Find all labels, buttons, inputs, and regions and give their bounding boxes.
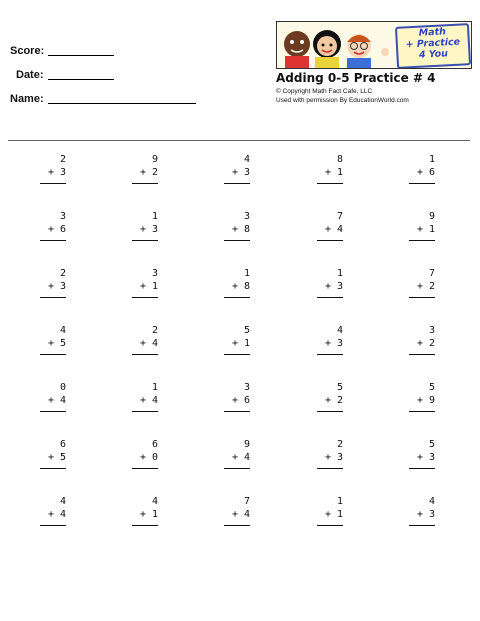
addend-top: 9 bbox=[243, 439, 250, 450]
addition-problem bbox=[409, 267, 435, 303]
addend-bottom: + 1 bbox=[416, 224, 435, 235]
answer-line[interactable] bbox=[132, 525, 158, 526]
answer-line[interactable] bbox=[317, 240, 343, 241]
addend-top: 9 bbox=[151, 154, 158, 165]
addition-problem bbox=[40, 210, 66, 246]
answer-line[interactable] bbox=[132, 240, 158, 241]
addition-problem bbox=[40, 267, 66, 303]
answer-line[interactable] bbox=[40, 525, 66, 526]
addition-problem bbox=[132, 153, 158, 189]
addition-problem bbox=[224, 381, 250, 417]
date-label: Date: bbox=[16, 69, 44, 81]
addend-bottom: + 1 bbox=[324, 167, 343, 178]
addend-bottom: + 4 bbox=[231, 452, 250, 463]
addend-top: 3 bbox=[428, 325, 435, 336]
addition-problem bbox=[132, 267, 158, 303]
answer-line[interactable] bbox=[409, 240, 435, 241]
answer-line[interactable] bbox=[409, 468, 435, 469]
addition-problem bbox=[132, 495, 158, 531]
answer-line[interactable] bbox=[317, 411, 343, 412]
logo-line-2: + Practice bbox=[405, 36, 461, 51]
addend-top: 5 bbox=[428, 439, 435, 450]
addend-top: 7 bbox=[428, 268, 435, 279]
addend-bottom: + 6 bbox=[231, 395, 250, 406]
addend-top: 4 bbox=[243, 154, 250, 165]
addend-top: 7 bbox=[243, 496, 250, 507]
addition-problem bbox=[317, 210, 343, 246]
addition-problem bbox=[132, 210, 158, 246]
addend-bottom: + 3 bbox=[324, 281, 343, 292]
addition-problem bbox=[224, 495, 250, 531]
addition-problem bbox=[40, 381, 66, 417]
addition-problem bbox=[409, 495, 435, 531]
answer-line[interactable] bbox=[224, 411, 250, 412]
addend-top: 0 bbox=[59, 382, 66, 393]
addition-problem bbox=[224, 210, 250, 246]
addend-top: 1 bbox=[336, 268, 343, 279]
addend-top: 1 bbox=[428, 154, 435, 165]
addend-top: 3 bbox=[243, 211, 250, 222]
addition-problem bbox=[40, 438, 66, 474]
copyright-line: © Copyright Math Fact Cafe, LLC bbox=[276, 88, 373, 95]
answer-line[interactable] bbox=[40, 183, 66, 184]
addend-top: 6 bbox=[59, 439, 66, 450]
addition-problem bbox=[317, 324, 343, 360]
addend-top: 4 bbox=[336, 325, 343, 336]
addend-top: 1 bbox=[336, 496, 343, 507]
addend-bottom: + 8 bbox=[231, 281, 250, 292]
addend-top: 1 bbox=[151, 382, 158, 393]
addition-problem bbox=[409, 438, 435, 474]
score-label: Score: bbox=[10, 45, 45, 57]
addend-bottom: + 3 bbox=[139, 224, 158, 235]
addend-top: 6 bbox=[151, 439, 158, 450]
addend-bottom: + 3 bbox=[231, 167, 250, 178]
addend-top: 4 bbox=[151, 496, 158, 507]
addition-problem bbox=[317, 267, 343, 303]
addend-bottom: + 1 bbox=[139, 281, 158, 292]
answer-line[interactable] bbox=[132, 411, 158, 412]
addend-top: 3 bbox=[151, 268, 158, 279]
addition-problem bbox=[40, 153, 66, 189]
answer-line[interactable] bbox=[409, 525, 435, 526]
addend-bottom: + 0 bbox=[139, 452, 158, 463]
logo-line-1: Math bbox=[418, 26, 447, 39]
addend-bottom: + 2 bbox=[324, 395, 343, 406]
answer-line[interactable] bbox=[317, 297, 343, 298]
addend-bottom: + 2 bbox=[139, 167, 158, 178]
answer-line[interactable] bbox=[317, 468, 343, 469]
answer-line[interactable] bbox=[224, 525, 250, 526]
addition-problem bbox=[132, 324, 158, 360]
addition-problem bbox=[224, 324, 250, 360]
addition-problem bbox=[224, 267, 250, 303]
addition-problem bbox=[132, 438, 158, 474]
addend-bottom: + 3 bbox=[324, 338, 343, 349]
addend-top: 5 bbox=[428, 382, 435, 393]
addend-top: 9 bbox=[428, 211, 435, 222]
addition-problem bbox=[317, 381, 343, 417]
answer-line[interactable] bbox=[224, 297, 250, 298]
addend-top: 7 bbox=[336, 211, 343, 222]
addition-problem bbox=[40, 495, 66, 531]
addend-top: 4 bbox=[59, 325, 66, 336]
answer-line[interactable] bbox=[40, 468, 66, 469]
addend-bottom: + 3 bbox=[47, 281, 66, 292]
permission-line: Used with permission By EducationWorld.com bbox=[276, 97, 409, 104]
addend-top: 2 bbox=[151, 325, 158, 336]
answer-line[interactable] bbox=[224, 240, 250, 241]
addend-bottom: + 2 bbox=[416, 338, 435, 349]
addend-top: 2 bbox=[59, 268, 66, 279]
addend-top: 5 bbox=[336, 382, 343, 393]
answer-line[interactable] bbox=[132, 468, 158, 469]
answer-line[interactable] bbox=[409, 354, 435, 355]
addend-bottom: + 8 bbox=[231, 224, 250, 235]
addend-bottom: + 5 bbox=[47, 338, 66, 349]
addition-problem bbox=[317, 495, 343, 531]
addition-problem bbox=[317, 153, 343, 189]
addition-problem bbox=[317, 438, 343, 474]
answer-line[interactable] bbox=[132, 183, 158, 184]
addend-bottom: + 6 bbox=[47, 224, 66, 235]
addend-bottom: + 1 bbox=[324, 509, 343, 520]
addition-problem bbox=[409, 381, 435, 417]
name-label: Name: bbox=[10, 93, 44, 105]
addition-problem bbox=[224, 153, 250, 189]
answer-line[interactable] bbox=[40, 240, 66, 241]
addition-problem bbox=[409, 324, 435, 360]
addend-top: 2 bbox=[59, 154, 66, 165]
addend-bottom: + 4 bbox=[139, 395, 158, 406]
addend-top: 1 bbox=[243, 268, 250, 279]
worksheet-title: Adding 0-5 Practice # 4 bbox=[276, 71, 436, 85]
answer-line[interactable] bbox=[132, 297, 158, 298]
addend-top: 2 bbox=[336, 439, 343, 450]
answer-line[interactable] bbox=[409, 297, 435, 298]
answer-line[interactable] bbox=[317, 525, 343, 526]
addend-bottom: + 1 bbox=[231, 338, 250, 349]
addend-bottom: + 1 bbox=[139, 509, 158, 520]
addend-bottom: + 3 bbox=[416, 452, 435, 463]
addend-bottom: + 5 bbox=[47, 452, 66, 463]
answer-line[interactable] bbox=[224, 468, 250, 469]
addend-bottom: + 6 bbox=[416, 167, 435, 178]
addition-problem bbox=[224, 438, 250, 474]
addend-top: 8 bbox=[336, 154, 343, 165]
addend-bottom: + 4 bbox=[139, 338, 158, 349]
addition-problem bbox=[132, 381, 158, 417]
answer-line[interactable] bbox=[224, 183, 250, 184]
answer-line[interactable] bbox=[40, 411, 66, 412]
addend-bottom: + 4 bbox=[47, 395, 66, 406]
answer-line[interactable] bbox=[409, 411, 435, 412]
addend-top: 4 bbox=[428, 496, 435, 507]
addend-top: 3 bbox=[59, 211, 66, 222]
addend-bottom: + 4 bbox=[231, 509, 250, 520]
addend-bottom: + 4 bbox=[47, 509, 66, 520]
answer-line[interactable] bbox=[132, 354, 158, 355]
addition-problem bbox=[409, 153, 435, 189]
addition-problem bbox=[40, 324, 66, 360]
answer-line[interactable] bbox=[409, 183, 435, 184]
answer-line[interactable] bbox=[317, 183, 343, 184]
addend-top: 4 bbox=[59, 496, 66, 507]
addend-bottom: + 9 bbox=[416, 395, 435, 406]
addition-problem bbox=[409, 210, 435, 246]
logo-line-3: 4 You bbox=[418, 48, 449, 61]
addend-top: 3 bbox=[243, 382, 250, 393]
answer-line[interactable] bbox=[224, 354, 250, 355]
addend-bottom: + 3 bbox=[324, 452, 343, 463]
answer-line[interactable] bbox=[317, 354, 343, 355]
addend-top: 5 bbox=[243, 325, 250, 336]
answer-line[interactable] bbox=[40, 354, 66, 355]
addend-top: 1 bbox=[151, 211, 158, 222]
addend-bottom: + 3 bbox=[416, 509, 435, 520]
addend-bottom: + 3 bbox=[47, 167, 66, 178]
addend-bottom: + 4 bbox=[324, 224, 343, 235]
addend-bottom: + 2 bbox=[416, 281, 435, 292]
answer-line[interactable] bbox=[40, 297, 66, 298]
